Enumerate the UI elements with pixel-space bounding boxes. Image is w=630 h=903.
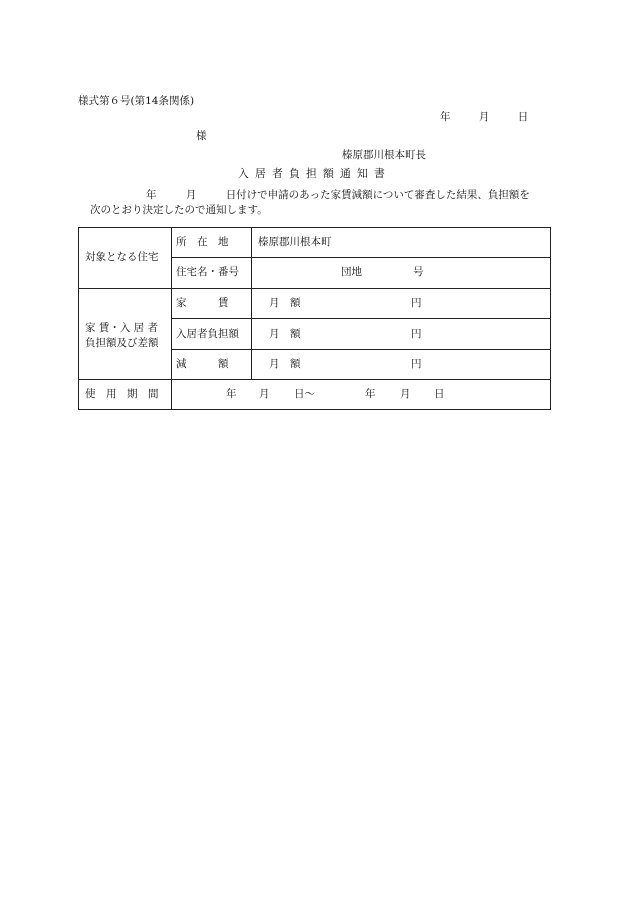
burden-monthly: 月 額 [269, 328, 301, 340]
section-rent-label-2: 負担額及び差額 [85, 337, 159, 349]
date-year: 年 [440, 111, 451, 123]
reduction-yen: 円 [411, 358, 422, 370]
rent-yen: 円 [411, 297, 422, 309]
body-line-1 [146, 190, 530, 201]
table-rule [171, 349, 551, 350]
rent-label: 家 賃 [176, 297, 229, 309]
table-border-left [78, 227, 79, 410]
issuer-name: 榛原郡川根本町長 [342, 149, 426, 161]
reduction-label: 減 額 [176, 358, 229, 370]
document-title: 入居者負担額通知書 [238, 167, 391, 180]
period-year-from: 年 [226, 388, 237, 400]
table-rule [78, 288, 551, 289]
burden-label: 入居者負担額 [176, 328, 239, 340]
table-border-bottom [78, 409, 551, 410]
body-line-2: 次のとおり決定したので通知します。 [90, 204, 268, 216]
section-target-housing: 対象となる住宅 [85, 251, 159, 263]
date-line [440, 112, 528, 123]
period-year-to: 年 [365, 388, 376, 400]
notice-table [78, 227, 551, 409]
period-day-from: 日〜 [294, 388, 315, 400]
burden-yen: 円 [411, 328, 422, 340]
section-rent-label-1: 家 賃・入 居 者 [85, 322, 159, 334]
housing-name-label: 住宅名・番号 [176, 266, 239, 278]
period-month-from: 月 [259, 388, 270, 400]
table-border-top [78, 227, 551, 228]
date-day: 日 [517, 111, 529, 123]
table-rule [78, 379, 551, 380]
table-rule [251, 227, 252, 379]
table-rule [171, 227, 172, 410]
body-year: 年 [146, 189, 157, 201]
danchi-label: 団地 [341, 266, 362, 278]
table-rule [171, 318, 551, 319]
period-month-to: 月 [400, 388, 411, 400]
reduction-monthly: 月 額 [269, 358, 301, 370]
table-rule [171, 257, 551, 258]
addressee-suffix: 様 [196, 130, 207, 142]
period-label: 使 用 期 間 [85, 388, 159, 400]
body-month: 月 [185, 189, 197, 201]
period-day-to: 日 [434, 388, 445, 400]
date-month: 月 [478, 111, 490, 123]
location-value: 榛原郡川根本町 [258, 236, 332, 248]
form-number: 様式第６号(第14条関係) [78, 95, 195, 107]
rent-monthly: 月 額 [269, 297, 301, 309]
table-border-right [550, 227, 551, 410]
gou-label: 号 [413, 266, 424, 278]
body-text-1: 日付けで申請のあった家賃減額について審査した結果、負担額を [225, 189, 530, 201]
location-label: 所 在 地 [176, 236, 229, 248]
